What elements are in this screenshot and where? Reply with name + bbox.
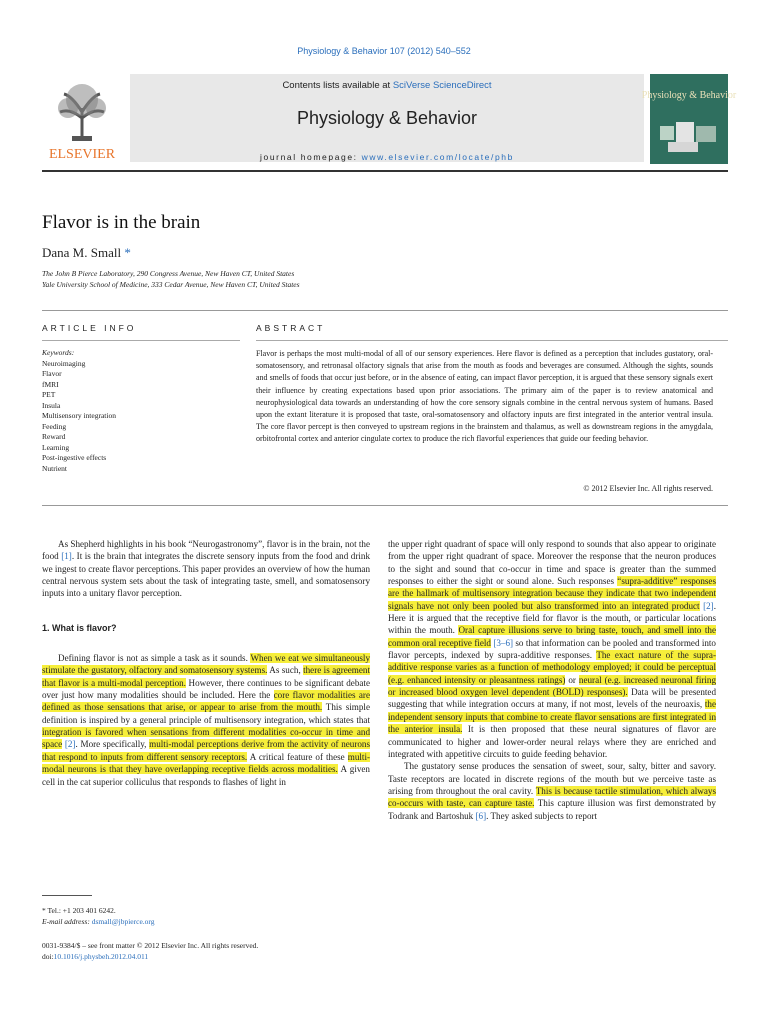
highlight: When we eat we simultaneously stimulate the gustatory, olfactory and somatosensory systems.	[42, 653, 370, 676]
body-column-left	[42, 538, 370, 788]
keyword-item: Reward	[42, 432, 66, 441]
highlight: multi-modal neurons is that they have overlapping receptive fields across modalities.	[42, 751, 370, 775]
abstract-text: Flavor is perhaps the most multi-modal of all of our sensory experiences. Here flavor is defined as a perception that includes gustatory, oral-somatosensory, and retronasal olfactory signals that arise from the mouth as foods and beverages are consumed. Although the sights, sounds and smells of foods that occur just before, or in the absence of eating, can impact flavor perception, it is argued that these sensory signals exert their influence by creating expectations based upon prior associations. The primary aim of the paper is to review anatomical and neurophysiological data towards an understanding of how the core sensory signals combine in the central nervous system of humans. Based upon the extant literature it is proposed that taste, oral-somatosensory and olfactory inputs are first integrated in the anterior ventral insula. The core flavor percept is then conveyed to upstream regions in the brainstem and thalamus, as well as downstream regions in the amygdala, orbitofrontal cortex and anterior cingulate cortex to produce the rich flavorful experiences that guide our feeding behavior.	[256, 349, 713, 444]
telephone: * Tel.: +1 203 401 6242.	[42, 906, 116, 915]
reference-link[interactable]: [3–6]	[493, 637, 514, 648]
journal-citation[interactable]: Physiology & Behavior 107 (2012) 540–552	[297, 46, 471, 56]
divider	[42, 505, 728, 506]
keyword-item: Feeding	[42, 421, 67, 431]
issn-info: 0031-9384/$ – see front matter © 2012 Elsevier Inc. All rights reserved. doi:10.1016/j.physbeh.2012.04.011	[42, 941, 259, 961]
reference-link[interactable]: [6]	[475, 810, 487, 821]
highlight: integration is favored when sensations from different modalities co-occur in time and space	[42, 727, 370, 750]
email-link[interactable]: dsmall@jbpierce.org	[91, 917, 155, 926]
keyword-item: Nutrient	[42, 463, 67, 473]
article-info-heading: ARTICLE INFO	[42, 323, 137, 333]
section-heading: 1. What is flavor?	[42, 622, 117, 633]
highlight: This is because tactile stimulation, which always co-occurs with taste, can capture taste.	[388, 785, 716, 809]
keyword-item: Neuroimaging	[42, 358, 86, 368]
highlight: Oral capture illusions serve to bring taste, touch, and smell into the common oral receptive field	[388, 625, 716, 648]
publisher-name: ELSEVIER	[48, 147, 116, 162]
keyword-item: Multisensory integration	[42, 411, 116, 420]
contents-line: Contents lists available at SciVerse ScienceDirect	[282, 80, 492, 91]
keywords-label: Keywords:	[42, 348, 75, 357]
affiliation-1: The John B Pierce Laboratory, 290 Congress Avenue, New Haven CT, United States	[42, 269, 295, 278]
highlight: multi-modal perceptions derive from the activity of neurons that respond to inputs from different sensory receptors.	[42, 739, 371, 762]
affiliation-2: Yale University School of Medicine, 333 Cedar Avenue, New Haven CT, United States	[42, 280, 300, 289]
cover-title: Physiology & Behavior	[641, 90, 737, 101]
body-column-right	[388, 538, 716, 822]
copyright-notice: © 2012 Elsevier Inc. All rights reserved.	[583, 484, 713, 493]
sciencedirect-link[interactable]: SciVerse ScienceDirect	[392, 80, 492, 91]
keyword-item: PET	[42, 390, 56, 399]
author-line: Dana M. Small *	[42, 245, 131, 260]
highlight: “supra-additive” responses are the hallmark of multisensory integration because they indicate that two independent signals have not only been pooled but also transformed into an integrated product	[388, 576, 716, 611]
paragraph: As Shepherd highlights in his book “Neurogastronomy”, flavor is in the brain, not the food [1]. It is the brain that integrates the discrete sensory inputs from the food and drink we ingest to create flavor perceptions. This paper provides an overview of how the human central nervous system sets about the task of integrating taste, smell, and somatosensory inputs into a unitary flavor perception.	[42, 539, 370, 599]
highlight: neural (e.g. increased neuronal firing or increased blood oxygen level dependent (BOLD) responses).	[388, 674, 716, 698]
highlight: The exact nature of the supra-additive response varies as a function of methodology employed; it could be perceptual (e.g. enhanced intensity or pleasantness ratings)	[388, 650, 716, 685]
highlight: there is agreement that flavor is a multi-modal perception.	[42, 665, 370, 688]
header-rule	[42, 170, 728, 172]
reference-link[interactable]: [1]	[61, 551, 72, 562]
journal-title: Physiology & Behavior	[296, 108, 478, 128]
paragraph: the upper right quadrant of space will only respond to sounds that also appear to originate from the upper right quadrant of space. Moreover the response that the neuron produces to the sight and sound that co-occur in time and space is greater than the summed responses to either the sight or sound alone. Such responses “supra-additive” responses are the hallmark of multisensory integration because they indicate that two independent signals have not only been pooled but also transformed into an integrated product [2]. Here it is argued that the receptive field for flavor is the mouth, or particular locations within the mouth. Oral capture illusions serve to bring taste, touch, and smell into the common oral receptive field [3–6] so that information can be pooled and transformed into flavor percepts, indexed by supra-additive responses. The exact nature of the supra-additive response varies as a function of methodology employed; it could be perceptual (e.g. enhanced intensity or pleasantness ratings) or neural (e.g. increased neuronal firing or increased blood oxygen level dependent (BOLD) responses). Data will be presented suggesting that while integration occurs at many, if not most, levels of the neuroaxis, the independent sensory inputs that combine to create flavor sensations are first integrated in the anterior insula. It is then proposed that these neural signatures of flavor are communicated to higher and lower-order neural relays where they are enriched and integrated with appetitive circuits to guide feeding behavior.	[388, 539, 716, 759]
footnote-rule	[42, 895, 92, 896]
journal-cover-image	[641, 74, 737, 164]
keywords-list	[42, 348, 240, 474]
keyword-item: Learning	[42, 442, 70, 452]
keyword-item: fMRI	[42, 379, 59, 389]
highlight: the independent sensory inputs that combine to create flavor sensations are first integrated in the anterior insula.	[388, 699, 716, 735]
reference-link[interactable]: [2]	[64, 739, 76, 750]
author-footnote-marker[interactable]: *	[124, 245, 131, 260]
abstract-heading: ABSTRACT	[256, 323, 326, 333]
divider	[42, 310, 728, 311]
paragraph: The gustatory sense produces the sensation of sweet, sour, salty, bitter and savory. Taste receptors are located in discrete regions of the mouth but we perceive taste as arising from throughout the oral cavity. This is because tactile stimulation, which always co-occurs with taste, can capture taste. This capture illusion was first demonstrated by Todrank and Bartoshuk [6]. They asked subjects to report	[388, 761, 716, 821]
journal-homepage: journal homepage: www.elsevier.com/locate/phb	[260, 152, 514, 162]
paragraph: Defining flavor is not as simple a task as it sounds. When we eat we simultaneously stimulate the gustatory, olfactory and somatosensory systems. As such, there is agreement that flavor is a multi-modal perception. However, there continues to be significant debate over just how many modalities should be included. Here the core flavor modalities are defined as those sensations that arise, or appear to arise from the mouth. This simple definition is inspired by a general principle of multisensory integration, which states that integration is favored when sensations from different modalities co-occur in time and space [2]. More specifically, multi-modal perceptions derive from the activity of neurons that respond to inputs from different sensory receptors. A critical feature of these multi-modal neurons is that they have overlapping receptive fields across modalities. A given cell in the cat superior colliculus that responds to flashes of light in	[42, 653, 371, 787]
keyword-item: Post-ingestive effects	[42, 453, 107, 462]
keyword-item: Flavor	[42, 369, 62, 378]
keyword-item: Insula	[42, 400, 61, 410]
reference-link[interactable]: [2]	[703, 600, 714, 611]
front-matter-line: 0031-9384/$ – see front matter © 2012 Elsevier Inc. All rights reserved.	[42, 941, 259, 950]
divider	[256, 340, 728, 341]
journal-header	[42, 70, 737, 172]
highlight: core flavor modalities are defined as those sensations that arise, or appear to arise from the mouth.	[42, 690, 371, 713]
article-title: Flavor is in the brain	[42, 212, 201, 233]
divider	[42, 340, 240, 341]
affiliations	[42, 268, 300, 290]
doi-link[interactable]: 10.1016/j.physbeh.2012.04.011	[53, 952, 149, 961]
author-footnote: * Tel.: +1 203 401 6242. E-mail address: dsmall@jbpierce.org	[42, 906, 155, 926]
homepage-link[interactable]: www.elsevier.com/locate/phb	[361, 152, 514, 162]
elsevier-logo	[42, 78, 122, 162]
